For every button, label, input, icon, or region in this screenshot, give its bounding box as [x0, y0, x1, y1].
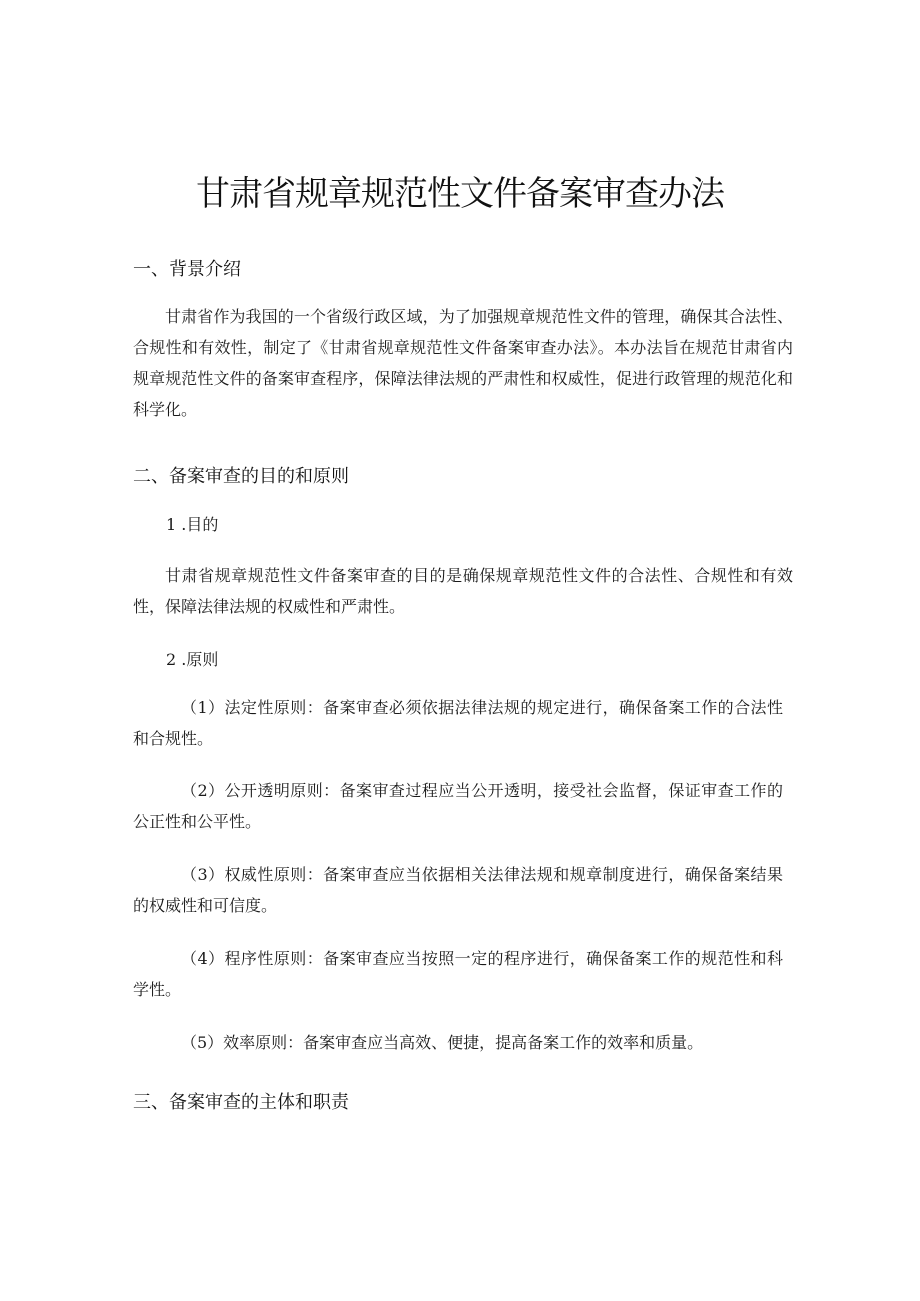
principle-item: （1）法定性原则：备案审查必须依据法律法规的规定进行，确保备案工作的合法性和合规性。: [133, 698, 783, 748]
principle-item: （4）程序性原则：备案审查应当按照一定的程序进行，确保备案工作的规范性和科学性。: [133, 949, 783, 999]
purpose-paragraph: 甘肃省规章规范性文件备案审查的目的是确保规章规范性文件的合法性、合规性和有效性，保障法律法规的权威性和严肃性。: [133, 566, 793, 616]
section-heading-background: 一、背景介绍: [133, 259, 241, 280]
subheading-purpose: 1 .目的: [166, 515, 219, 534]
principle-item: （5）效率原则：备案审查应当高效、便捷，提高备案工作的效率和质量。: [181, 1033, 704, 1052]
section-heading-purpose-principles: 二、备案审查的目的和原则: [133, 466, 349, 487]
principle-item: （3）权威性原则：备案审查应当依据相关法律法规和规章制度进行，确保备案结果的权威性和可信度。: [133, 865, 783, 915]
section-heading-subject-duties: 三、备案审查的主体和职责: [133, 1092, 349, 1113]
background-paragraph: 甘肃省作为我国的一个省级行政区域，为了加强规章规范性文件的管理，确保其合法性、合规性和有效性，制定了《甘肃省规章规范性文件备案审查办法》。本办法旨在规范甘肃省内规章规范性文件的备案审查程序，保障法律法规的严肃性和权威性，促进行政管理的规范化和科学化。: [133, 307, 793, 419]
document-title: 甘肃省规章规范性文件备案审查办法: [196, 174, 724, 214]
subheading-principles: 2 .原则: [166, 650, 219, 669]
principle-item: （2）公开透明原则：备案审查过程应当公开透明，接受社会监督，保证审查工作的公正性和公平性。: [133, 781, 783, 831]
